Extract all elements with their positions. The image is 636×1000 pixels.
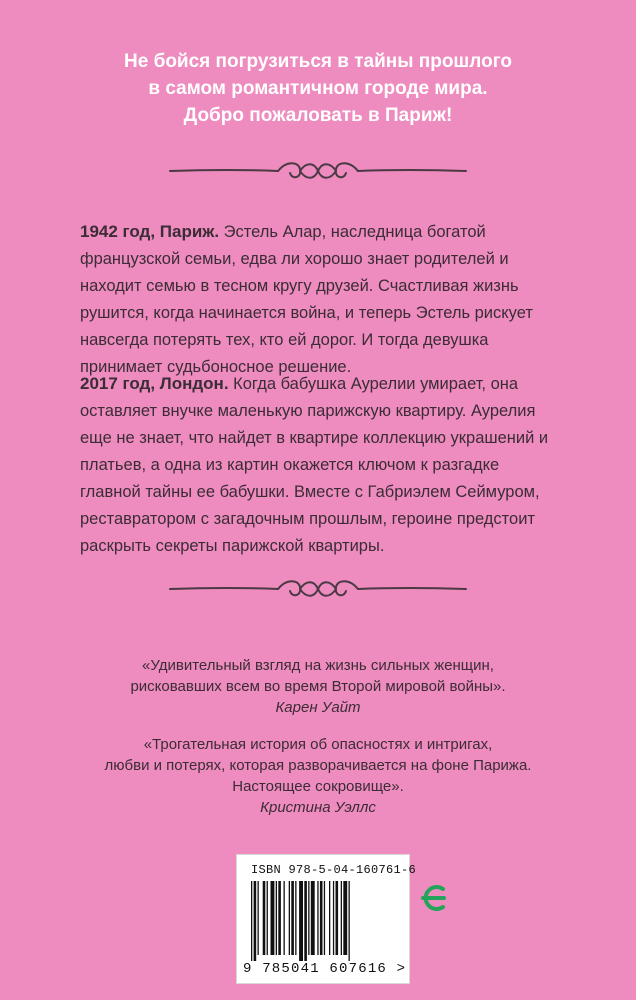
- top-flourish-icon: [168, 156, 468, 186]
- story-text-2017: Когда бабушка Аурелии умирает, она оставляет внучке маленькую парижскую квартиру. Аурелия еще не знает, что найдет в квартире коллекцию украшений и платьев, а одна из картин окажется ключом к разгадке главной тайны ее бабушки. Вместе с Габриэлем Сеймуром, реставратором с загадочным прошлым, героине предстоит раскрыть секреты парижской квартиры.: [80, 375, 549, 555]
- barcode-icon: [251, 881, 397, 961]
- barcode-bar: [254, 881, 257, 961]
- barcode-bar: [289, 881, 290, 955]
- isbn-number: ISBN 978-5-04-160761-6: [251, 863, 417, 877]
- barcode-bar: [320, 881, 323, 955]
- barcode-bar: [336, 881, 339, 955]
- tagline-line: Добро пожаловать в Париж!: [183, 105, 453, 126]
- isbn-barcode-panel: [236, 854, 417, 984]
- quote-line: «Удивительный взгляд на жизнь сильных женщин,: [142, 657, 494, 674]
- barcode-bar: [251, 881, 252, 961]
- quote-line: любви и потерях, которая разворачивается на фоне Парижа.: [104, 757, 532, 774]
- barcode-bar: [308, 881, 309, 955]
- story-text-1942: Эстель Алар, наследница богатой французской семьи, едва ли хорошо знает родителей и находит семью в тесном кругу друзей. Счастливая жизнь рушится, когда начинается война, и теперь Эстель рискует навсегда потерять тех, кто ей дорог. И тогда девушка принимает судьбоносное решение.: [80, 223, 533, 376]
- story-lead-2017: 2017 год, Лондон.: [80, 374, 229, 393]
- barcode-bar: [311, 881, 315, 955]
- barcode-bar: [343, 881, 347, 955]
- review-quote: [0, 655, 636, 718]
- ean-number: 9 785041 607616 >: [243, 961, 407, 977]
- barcode-bar: [276, 881, 277, 955]
- barcode-bar: [299, 881, 303, 961]
- quote-line: «Трогательная история об опасностях и интригах,: [143, 736, 493, 753]
- barcode-bar: [333, 881, 334, 955]
- barcode-bar: [284, 881, 285, 955]
- barcode-bar: [278, 881, 281, 955]
- barcode-bar: [329, 881, 330, 955]
- barcode-bar: [295, 881, 296, 955]
- review-quote: [0, 734, 636, 818]
- eksmo-e-logo-icon: [418, 878, 448, 918]
- quote-author: Карен Уайт: [275, 699, 361, 716]
- barcode-bar: [324, 881, 325, 955]
- barcode-bar: [291, 881, 294, 955]
- story-part-2017: [80, 370, 550, 560]
- barcode-bar: [341, 881, 342, 955]
- quote-line: Настоящее сокровище».: [232, 778, 404, 795]
- barcode-bar: [304, 881, 307, 961]
- tagline-line: в самом романтичном городе мира.: [148, 78, 488, 99]
- tagline: [0, 48, 636, 129]
- barcode-bar: [258, 881, 259, 955]
- quote-author: Кристина Уэллс: [260, 799, 376, 816]
- tagline-line: Не бойся погрузиться в тайны прошлого: [124, 51, 512, 72]
- review-quotes: [0, 655, 636, 834]
- barcode-bar: [349, 881, 350, 961]
- barcode-bar: [271, 881, 275, 955]
- barcode-bar: [267, 881, 268, 955]
- story-part-1942: [80, 218, 550, 381]
- barcode-bar: [263, 881, 266, 955]
- bottom-flourish-icon: [168, 574, 468, 604]
- barcode-bar: [317, 881, 318, 955]
- story-lead-1942: 1942 год, Париж.: [80, 222, 220, 241]
- quote-line: рисковавших всем во время Второй мировой войны».: [130, 678, 506, 695]
